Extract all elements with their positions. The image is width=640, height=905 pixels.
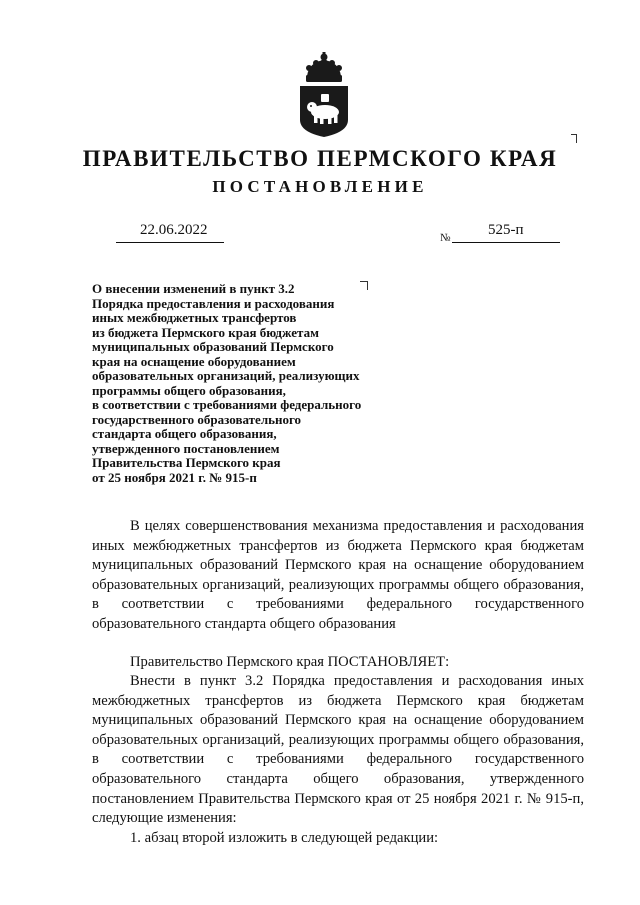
body-paragraph-resolves: Правительство Пермского края ПОСТАНОВЛЯЕТ: — [130, 654, 450, 670]
number-field — [452, 222, 560, 243]
date-field — [116, 222, 224, 243]
body-paragraph-preamble: В целях совершенствования механизма предоставления и расходования иных межбюджетных трансфертов из бюджета Пермского края бюджетам муниципальных образований Пермского края на оснащение оборудованием образовательных организаций, реализующих программы общего образования, в соответствии с требованиями федерального государственного образовательного стандарта общего образования — [92, 518, 584, 632]
subject-line: муниципальных образований Пермского — [92, 339, 334, 354]
scan-corner-mark — [571, 134, 577, 143]
body-paragraph-amendment: Внести в пункт 3.2 Порядка предоставления и расходования иных межбюджетных трансфертов из бюджета Пермского края бюджетам муниципальных образований Пермского края на оснащение оборудованием образовательных организаций, реализующих программы общего образования, в соответствии с требованиями федерального государственного образовательного стандарта общего образования, утвержденного постановлением Правительства Пермского края от 25 ноября 2021 г. № 915-п, следующие изменения: — [92, 673, 584, 827]
subject-line: утвержденного постановлением — [92, 440, 280, 456]
doc-type-title: ПОСТАНОВЛЕНИЕ — [212, 177, 428, 196]
subject-line: из бюджета Пермского края бюджетам — [92, 324, 319, 340]
subject-line: иных межбюджетных трансфертов — [92, 310, 297, 325]
document-number: 525-п — [488, 222, 524, 238]
subject-line: в соответствии с требованиями федерального — [92, 397, 362, 412]
subject-line: программы общего образования, — [92, 382, 286, 398]
body-paragraph-item-1: 1. абзац второй изложить в следующей редакции: — [130, 830, 439, 846]
number-label: № — [440, 232, 451, 244]
subject-line: стандарта общего образования, — [92, 426, 277, 441]
subject-line: О внесении изменений в пункт 3.2 — [92, 281, 295, 296]
subject-line: Правительства Пермского края — [92, 455, 281, 470]
org-title: ПРАВИТЕЛЬСТВО ПЕРМСКОГО КРАЯ — [82, 146, 558, 171]
subject-block — [92, 282, 422, 485]
perm-krai-coat-of-arms-icon — [297, 50, 351, 138]
document-date: 22.06.2022 — [140, 222, 208, 238]
subject-line: Порядка предоставления и расходования — [92, 295, 335, 311]
subject-line: края на оснащение оборудованием — [92, 353, 296, 369]
subject-line: образовательных организаций, реализующих — [92, 368, 360, 383]
subject-line: государственного образовательного — [92, 411, 302, 427]
subject-line: от 25 ноября 2021 г. № 915-п — [92, 469, 257, 485]
